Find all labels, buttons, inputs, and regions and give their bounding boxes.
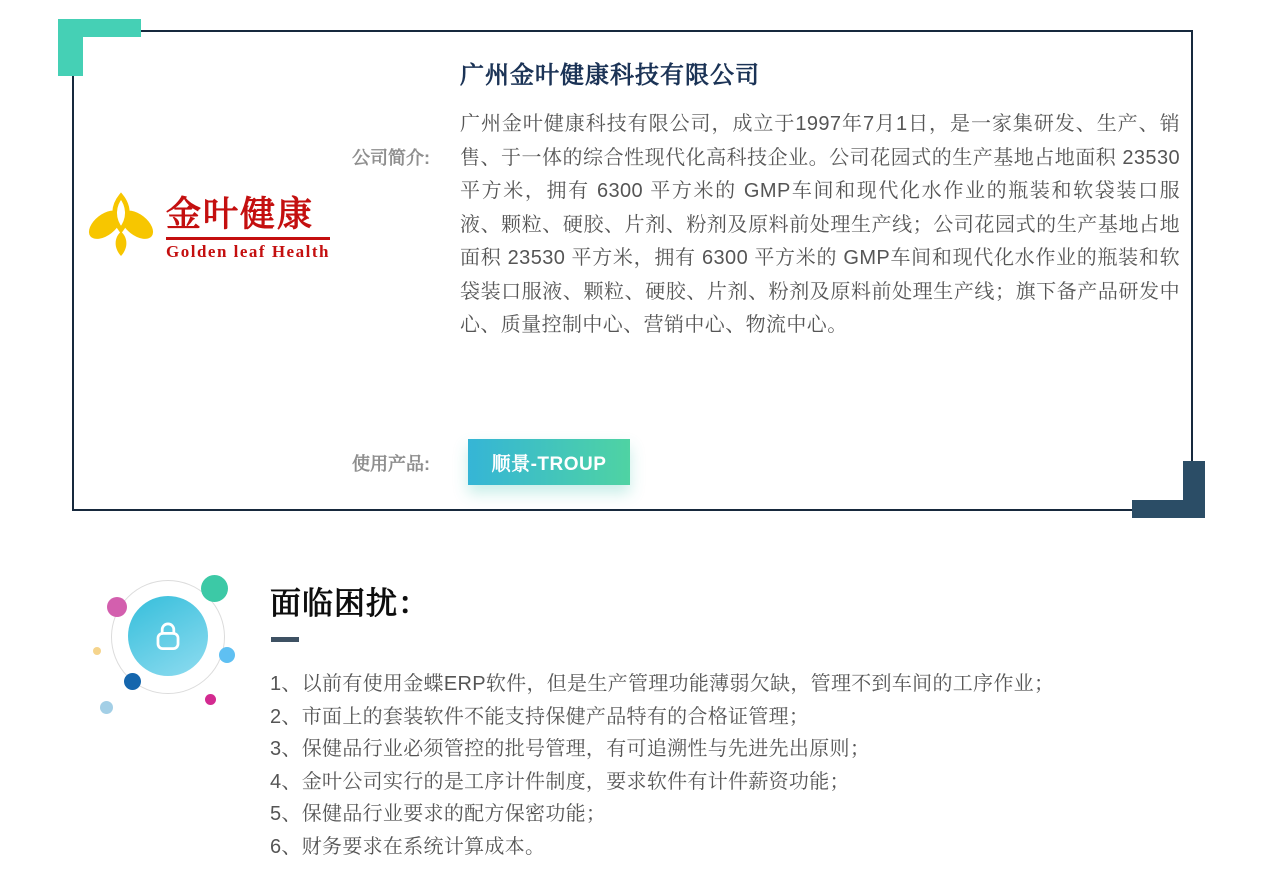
challenges-heading: 面临困扰： bbox=[270, 586, 430, 621]
decorative-dot bbox=[93, 647, 101, 655]
lock-icon bbox=[149, 617, 187, 655]
list-item: 3、保健品行业必须管控的批号管理，有可追溯性与先进先出原则； bbox=[270, 738, 871, 761]
logo-name-cn: 金叶健康 bbox=[166, 196, 330, 241]
list-item: 4、金叶公司实行的是工序计件制度，要求软件有计件薪资功能； bbox=[270, 770, 850, 793]
decorative-dot bbox=[100, 701, 113, 714]
decorative-dot bbox=[219, 647, 235, 663]
company-logo-text bbox=[166, 196, 330, 263]
company-title: 广州金叶健康科技有限公司 bbox=[460, 62, 760, 89]
list-item: 5、保健品行业要求的配方保密功能； bbox=[270, 803, 607, 826]
decorative-dot bbox=[201, 575, 228, 602]
list-item: 2、市面上的套装软件不能支持保健产品特有的合格证管理； bbox=[270, 705, 810, 728]
list-item: 1、以前有使用金蝶ERP软件，但是生产管理功能薄弱欠缺，管理不到车间的工序作业； bbox=[270, 673, 1055, 695]
challenges-list bbox=[270, 668, 1220, 864]
company-profile-card bbox=[72, 30, 1193, 511]
company-logo bbox=[82, 184, 342, 274]
golden-leaf-flower-icon bbox=[82, 191, 160, 267]
decorative-dot bbox=[107, 597, 127, 617]
list-item: 6、财务要求在系统计算成本。 bbox=[270, 835, 546, 858]
logo-name-en: Golden leaf Health bbox=[166, 242, 330, 262]
teal-corner-accent bbox=[58, 19, 83, 76]
product-button[interactable]: 顺景-TROUP bbox=[468, 439, 630, 485]
intro-label: 公司简介: bbox=[352, 148, 430, 168]
decorative-dot bbox=[205, 694, 216, 705]
decorative-dot bbox=[124, 673, 141, 690]
product-label: 使用产品: bbox=[352, 454, 430, 474]
lock-badge bbox=[128, 596, 208, 676]
heading-dash bbox=[271, 637, 299, 642]
navy-corner-accent bbox=[1183, 461, 1205, 518]
intro-text: 广州金叶健康科技有限公司，成立于1997年7月1日，是一家集研发、生产、销售、于一体的综合性现代化高科技企业。公司花园式的生产基地占地面积 23530 平方米，拥有 6300 平方米的 GMP车间和现代化水作业的瓶装和软袋装口服液、颗粒、硬胶、片剂、粉剂及原料前处理生产线；公司花园式的生产基地占地面积 23530 平方米，拥有 6300 平方米的 GMP车间和现代化水作业的瓶装和软袋装口服液、颗粒、硬胶、片剂、粉剂及原料前处理生产线；旗下备产品研发中心、质量控制中心、营销中心、物流中心。 bbox=[460, 113, 1180, 336]
